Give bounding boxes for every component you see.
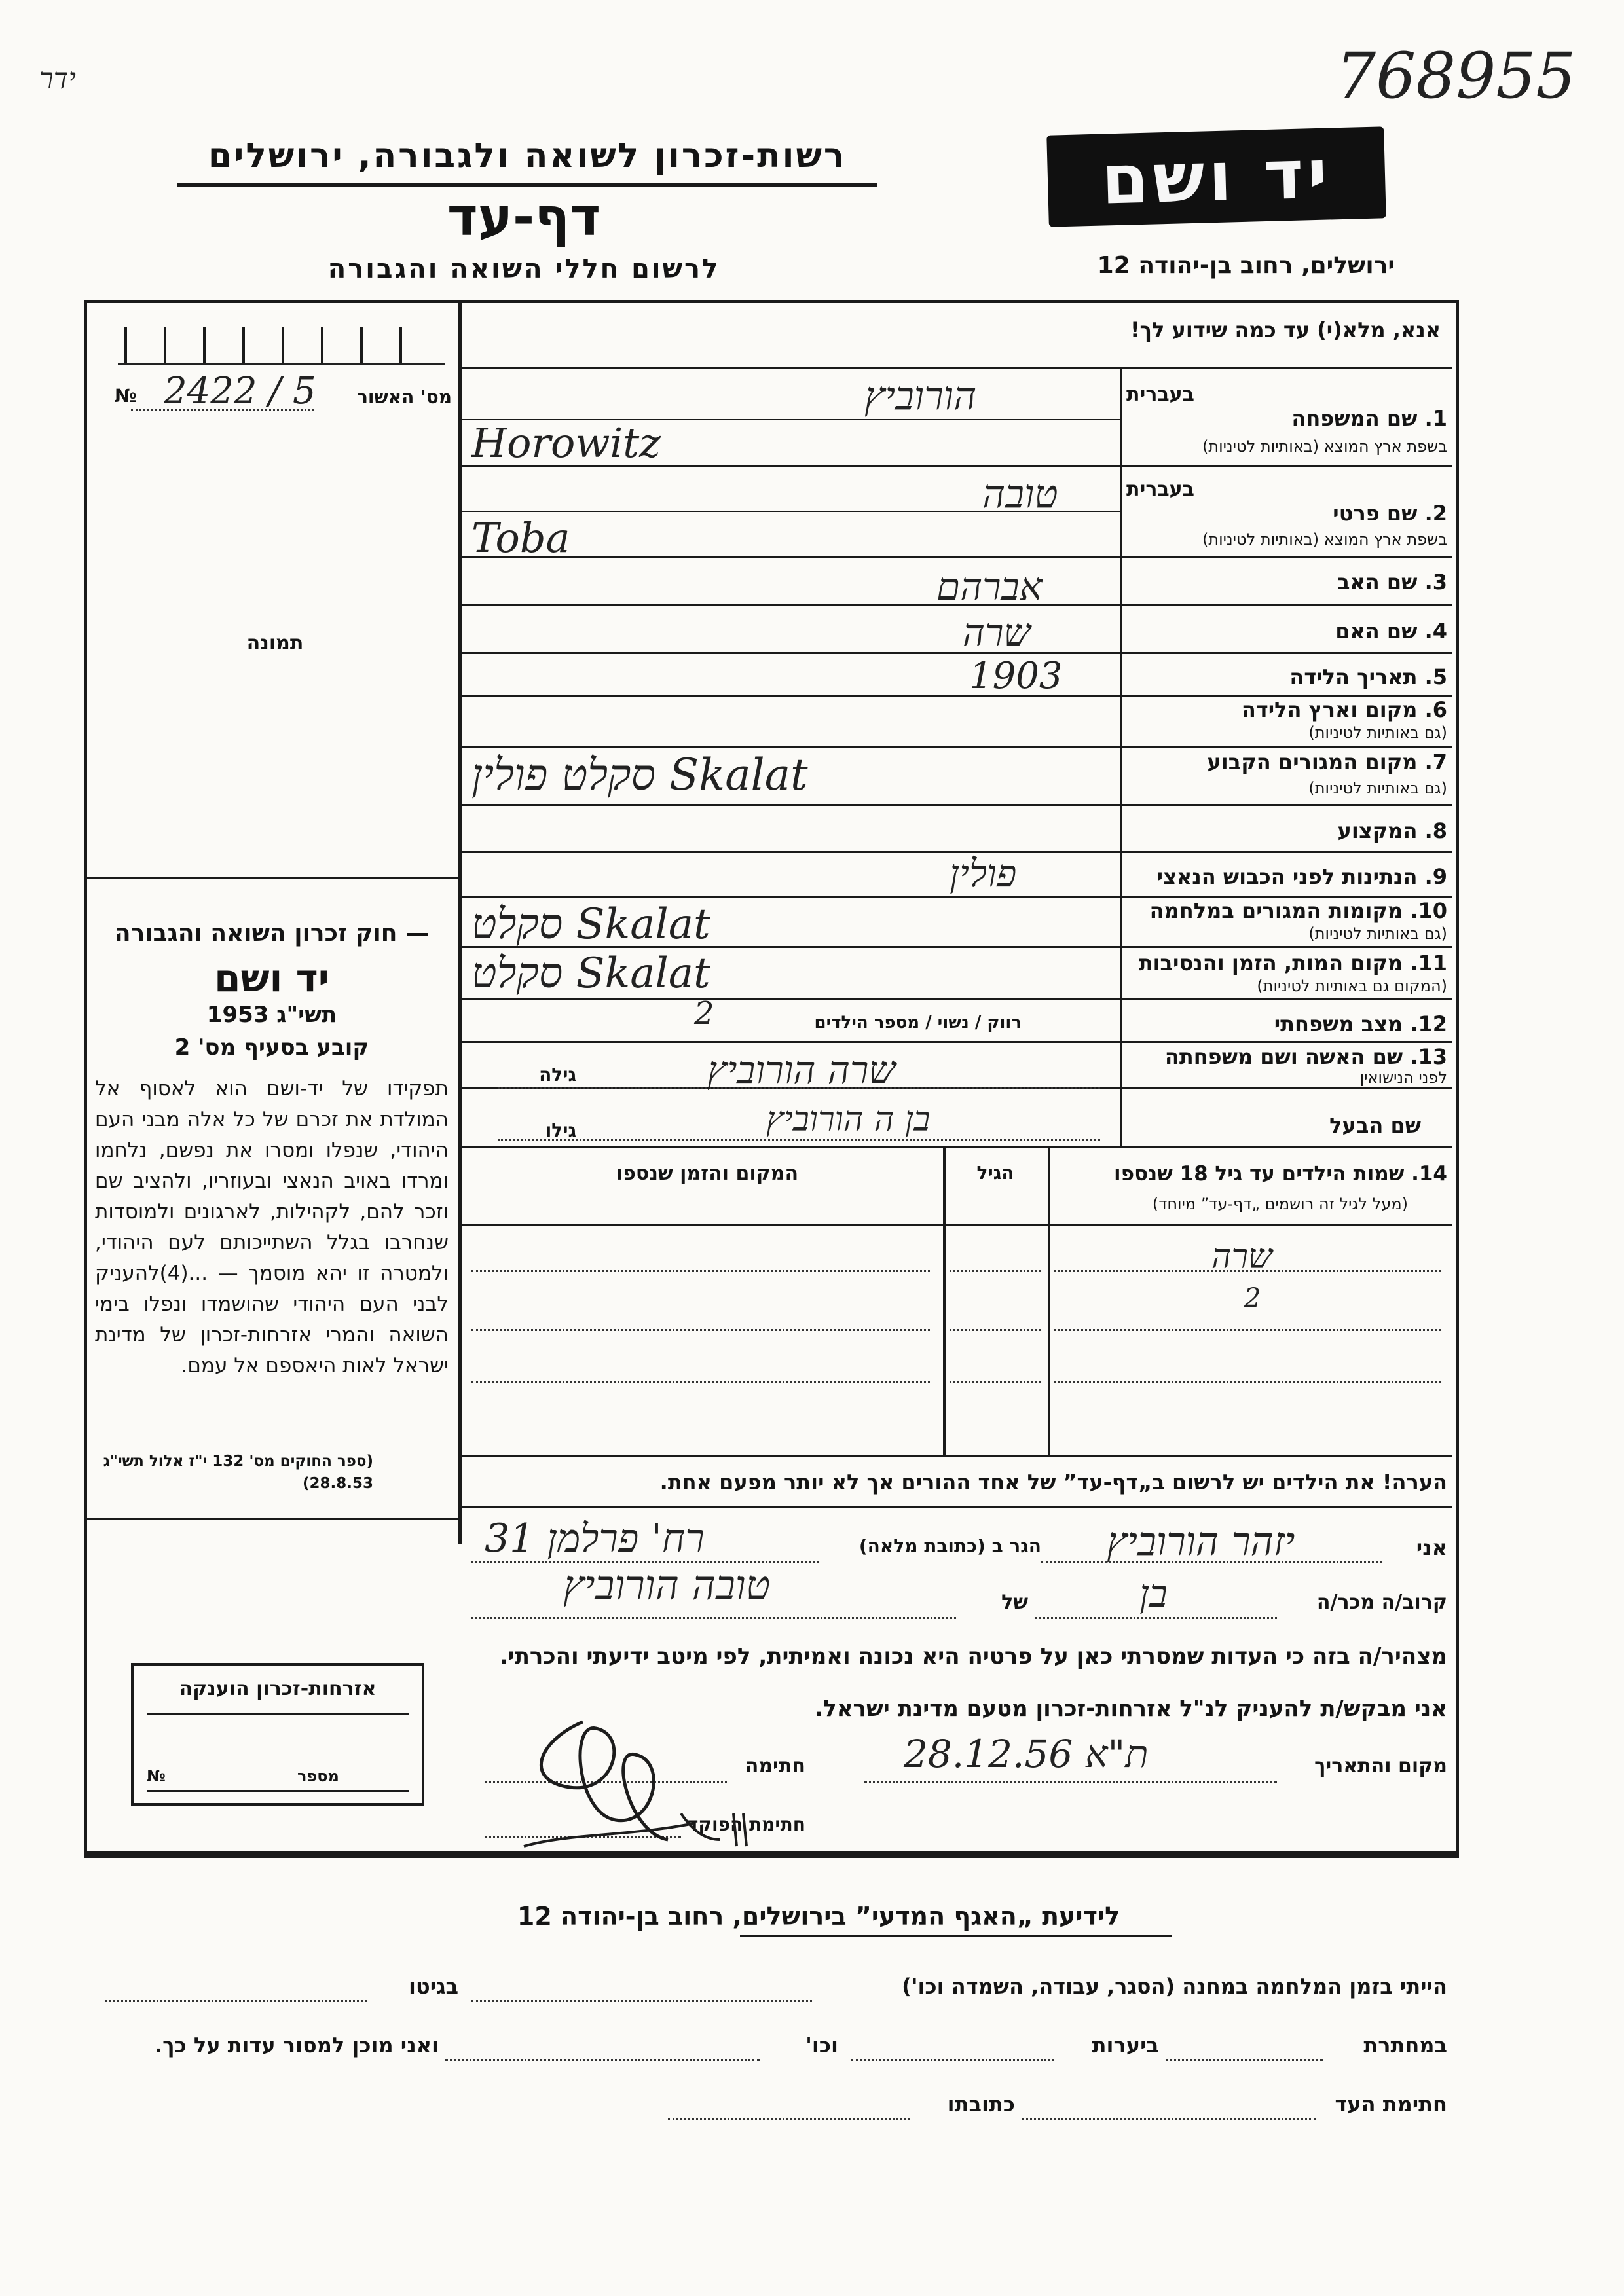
row-rule: [462, 1146, 1452, 1148]
label-residence: 7. מקום המגורים הקבוע: [1207, 750, 1447, 774]
citizenship-number-label: מספר: [297, 1767, 339, 1785]
child-age: 2: [1244, 1283, 1261, 1313]
label-husband: שם הבעל: [1329, 1113, 1421, 1138]
dotline: [950, 1329, 1041, 1331]
children-header-rule: [462, 1224, 1452, 1226]
cert-tick: [399, 327, 402, 363]
label-age-f: גילה: [539, 1064, 576, 1085]
value-wartime-places: סקלט Skalat: [471, 900, 710, 949]
row-rule: [462, 556, 1452, 558]
footer-witness-sig: חתימת העד: [1335, 2092, 1447, 2117]
dotline: [471, 1270, 930, 1272]
dotline: [1054, 1381, 1441, 1383]
note-rule: [462, 1506, 1452, 1508]
dotline: [668, 2118, 910, 2120]
place-date-label: מקום והתאריך: [1314, 1755, 1447, 1777]
law-name: יד ושם: [214, 956, 329, 1000]
label-citizenship: 9. הנתינות לפני הכבוש הנאצי: [1156, 864, 1447, 889]
footer-etc: וכו': [805, 2033, 838, 2058]
label-origin-lang-2: בשפת ארץ המוצא (באותיות לטיניות): [1202, 530, 1447, 549]
footer-ready: ואני מוכן למסור עדות על כך.: [154, 2033, 439, 2058]
footer-title-underline: [740, 1935, 1172, 1937]
corner-note: ידר: [39, 62, 76, 96]
value-death-place: סקלט Skalat: [471, 949, 710, 998]
cert-no-sign: №: [115, 385, 137, 407]
law-year: תשי"ג 1953: [206, 1002, 337, 1028]
label-also-latin-10: (גם באותיות לטיניות): [1308, 924, 1447, 943]
label-mother: 4. שם האם: [1335, 619, 1447, 644]
label-profession: 8. המקצוע: [1337, 818, 1447, 843]
place-date-value: ת"א 28.12.56: [904, 1732, 1149, 1776]
declarant-i: אני: [1416, 1535, 1447, 1560]
signature-label: חתימה: [745, 1755, 805, 1777]
form-note: הערה! את הילדים יש לרשום ב„דף-עד” של אחד ההורים אך לא יותר מפעם אחת.: [659, 1470, 1447, 1495]
label-origin-lang-1: בשפת ארץ המוצא (באותיות לטיניות): [1202, 437, 1447, 456]
label-birth-date: 5. תאריך הלידה: [1289, 665, 1447, 689]
col-age: הגיל: [976, 1162, 1014, 1184]
form-intro: אנא, מלא(י) עד כמה שידוע לך!: [1130, 318, 1441, 342]
dotline: [471, 1381, 930, 1383]
intro-rule: [462, 367, 1452, 369]
value-father: אברהם: [936, 564, 1043, 609]
label-children: 14. שמות הילדים עד גיל 18 שנספו: [1114, 1162, 1447, 1186]
label-in-hebrew-1: בעברית: [1126, 383, 1194, 406]
photo-label: תמונה: [246, 632, 304, 655]
declarant-address: רח' פרלמן 31: [485, 1516, 705, 1561]
relative-label: קרוב/ה מכר/ה: [1316, 1591, 1447, 1614]
row-rule: [462, 1041, 1452, 1043]
archive-number: 768955: [1336, 39, 1576, 113]
label-birth-place: 6. מקום וארץ הלידה: [1241, 697, 1447, 722]
declaration-text: מצהיר/ה בזה כי העדות שמסרתי כאן על פרטיה היא נכונה ואמיתית, לפי מיטב ידיעתי והכרתי.: [499, 1643, 1447, 1669]
value-birth-date: 1903: [969, 655, 1063, 697]
row-rule: [462, 896, 1452, 898]
footer-address: כתובתו: [947, 2092, 1015, 2117]
col-divider: [1048, 1148, 1050, 1456]
header-address: ירושלים, רחוב בן-יהודה 12: [1097, 252, 1395, 279]
value-birth-place: סקלט פולין Skalat: [471, 750, 808, 800]
value-citizenship: פולין: [950, 851, 1017, 896]
cert-tick: [282, 327, 284, 363]
dotline: [950, 1270, 1041, 1272]
label-father: 3. שם האב: [1337, 570, 1447, 594]
official-sig-label: חתימת הפוקד: [687, 1813, 805, 1835]
cert-number-label: מס' האשור: [357, 386, 452, 408]
cert-tick: [360, 327, 363, 363]
dotline: [445, 2059, 760, 2061]
dotline: [1022, 2118, 1316, 2120]
of-label: של: [1001, 1591, 1028, 1614]
cert-tick: [321, 327, 323, 363]
value-surname-heb: הורוביץ: [864, 373, 977, 419]
label-wartime-places: 10. מקומות המגורים במלחמה: [1149, 898, 1447, 923]
dotline: [498, 1139, 1100, 1141]
label-children-sub: (מעל לגיל זה רושמים „דף-עד” מיוחד): [1152, 1195, 1408, 1213]
marital-options: רווק / נשוי / מספר הילדים: [814, 1013, 1022, 1032]
value-surname-latin: Horowitz: [471, 419, 661, 467]
footer-title: לידיעת „האגף המדעי” בירושלים, רחוב בן-יהודה 12: [517, 1902, 1120, 1931]
law-section: קובע בסעיף מס' 2: [174, 1034, 369, 1061]
declarant-signature: [498, 1683, 773, 1866]
label-also-latin-11: (המקום גם באותיות לטיניות): [1257, 977, 1447, 995]
value-husband: בן ה הורוביץ: [766, 1100, 931, 1139]
label-also-latin-7: (גם באותיות לטיניות): [1308, 779, 1447, 797]
citizenship-box-title: אזרחות-זכרון הוענקה: [179, 1677, 377, 1700]
children-bottom-rule: [462, 1455, 1452, 1457]
label-spouse: 13. שם האשה ושם משפחתה: [1164, 1044, 1447, 1069]
cert-dotline: [131, 409, 314, 411]
cert-tick: [164, 327, 166, 363]
citizenship-box: [131, 1663, 424, 1806]
label-in-hebrew-2: בעברית: [1126, 478, 1194, 501]
side-divider: [458, 300, 462, 1544]
form-subtitle: לרשום חללי השואה והגבורה: [327, 254, 720, 284]
value-children-count: 2: [694, 995, 714, 1032]
value-firstname-latin: Toba: [471, 514, 570, 562]
dotline: [864, 1781, 1277, 1783]
cert-tick: [124, 327, 127, 363]
value-spouse: שרה הורוביץ: [707, 1048, 896, 1092]
label-also-latin-6: (גם באותיות לטיניות): [1308, 723, 1447, 742]
dotline: [1041, 1561, 1382, 1563]
citizenship-box-rule: [147, 1713, 409, 1715]
label-spouse-sub: לפני הנישואין: [1359, 1068, 1447, 1087]
citizenship-number-rule: [147, 1790, 409, 1792]
cert-tick: [203, 327, 206, 363]
label-firstname: 2. שם פרטי: [1333, 501, 1447, 526]
dotline: [105, 2000, 367, 2002]
declarant-of-name: טובה הורוביץ: [563, 1561, 771, 1609]
label-death-place: 11. מקום המות, הזמן והנסיבות: [1138, 951, 1447, 975]
row-rule: [462, 746, 1452, 748]
cert-tick: [242, 327, 245, 363]
side-box-rule: [85, 877, 458, 879]
footer-underground: במחתרת: [1363, 2033, 1447, 2058]
cert-number: 2422 / 5: [164, 370, 316, 412]
request-text: אני מבקש/ת להעניק לנ"ל אזרחות-זכרון מטעם מדינת ישראל.: [815, 1696, 1447, 1722]
dotline: [950, 1381, 1041, 1383]
dotline: [1035, 1617, 1277, 1619]
dotline: [851, 2059, 1054, 2061]
child-name: שרה: [1211, 1237, 1272, 1277]
label-divider: [1120, 367, 1122, 1146]
declarant-name: יזהר הורוביץ: [1107, 1519, 1295, 1565]
footer-rule: [84, 1851, 1456, 1855]
footer-forests: ביערות: [1092, 2033, 1159, 2058]
resides-label: הגר ב (כתובת מלאה): [858, 1535, 1041, 1557]
authority-title: רשות-זכרון לשואה ולגבורה, ירושלים: [208, 136, 847, 175]
citizenship-no-sign: №: [147, 1767, 166, 1785]
col-place-time: המקום והזמן שנספו: [616, 1162, 799, 1185]
dotline: [471, 1329, 930, 1331]
dotline: [1166, 2059, 1323, 2061]
law-title: — חוק זכרון השואה והגבורה: [114, 920, 430, 947]
value-firstname-heb: טובה: [982, 471, 1058, 517]
form-title: דף-עד: [447, 187, 601, 247]
row-rule: [462, 652, 1452, 654]
label-age-m: גילו: [545, 1120, 576, 1141]
law-text: תפקידו של יד-ושם הוא לאסוף אל המולדת את זכרם של כל אלה מבני העם היהודי, שנפלו ומסרו את נפשם, נלחמו ומרדו באויב הנאצי ובעוזריו, ולהציב שם וזכר להם, לקהילות, לארגונים ולמוסדות שנחרבו בגלל השתייכותם לעם היהודי, ולמטרה זו יהא מוסמך — ...(4)להעניק לבני העם היהודי שהושמדו ונפלו בימי השואה והמרי אזרחות-זכרון של מדינת ישראל לאות היאספם אל עמם.: [95, 1077, 449, 1377]
dotline: [1054, 1329, 1441, 1331]
law-ref: (ספר החוקים מס' 132 י"ז אלול תשי"ג 28.8.53): [103, 1453, 373, 1492]
label-surname: 1. שם המשפחה: [1291, 406, 1447, 431]
dotline: [471, 2000, 812, 2002]
value-mother: שרה: [963, 610, 1031, 655]
dotline: [471, 1617, 956, 1619]
footer-ghetto: בגיטו: [409, 1974, 458, 1999]
row-rule: [462, 804, 1452, 806]
side-box-rule: [85, 1518, 458, 1520]
logo-text: יד ושם: [1100, 134, 1333, 220]
col-divider: [943, 1148, 946, 1456]
footer-line1: הייתי בזמן המלחמה במחנה (הסגר, עבודה, השמדה וכו'): [902, 1974, 1447, 1999]
declarant-relation: בן: [1139, 1571, 1168, 1616]
yad-vashem-logo: [1046, 126, 1386, 227]
row-rule: [462, 998, 1452, 1000]
label-marital: 12. מצב משפחתי: [1274, 1011, 1447, 1036]
